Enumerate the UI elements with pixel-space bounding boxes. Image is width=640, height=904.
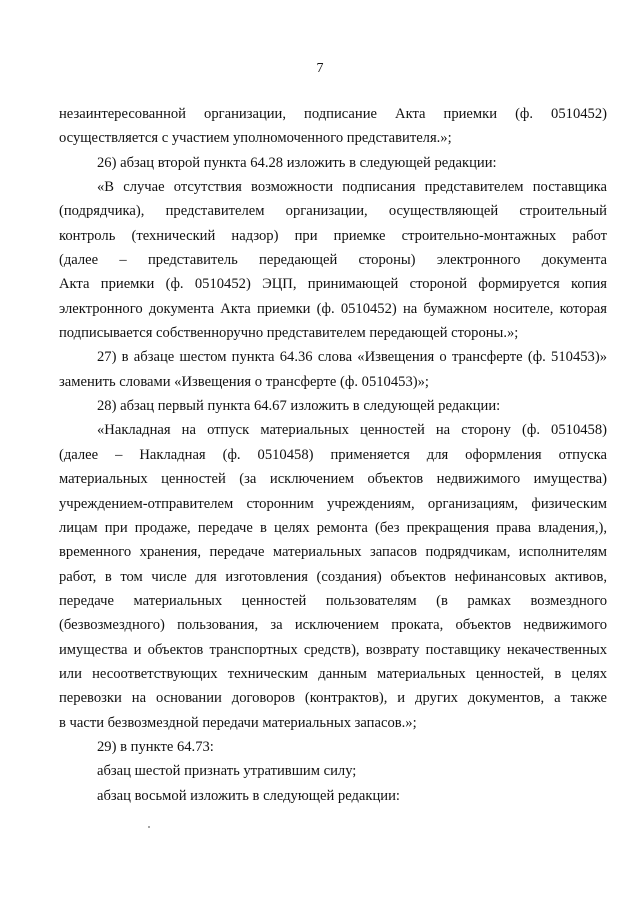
text-line: материальных ценностей (за исключением объектов недвижимого имущества) xyxy=(59,471,607,488)
text-line: работ, в том числе для изготовления (создания) объектов нефинансовых активов, xyxy=(59,568,607,585)
text-line: имущества и объектов транспортных средств), возврату поставщику некачественных xyxy=(59,641,607,658)
text-line: контроль (технический надзор) при приемке строительно-монтажных работ xyxy=(59,227,607,244)
text-line: учреждением-отправителем сторонним учреждениям, организациям, физическим xyxy=(59,495,607,512)
paragraph-p4 xyxy=(59,345,607,394)
paragraph-p1 xyxy=(59,102,607,151)
text-line: передаче материальных ценностей пользователям (в рамках возмездного xyxy=(59,592,607,609)
text-line: в части безвозмездной передачи материальных запасов.»; xyxy=(59,714,417,731)
text-line: осуществляется с участием уполномоченного представителя.»; xyxy=(59,130,452,147)
paragraph-p9 xyxy=(59,784,607,808)
text-line: временного хранения, передаче материальных запасов подрядчикам, исполнителям xyxy=(59,544,607,561)
text-line: незаинтересованной организации, подписание Акта приемки (ф. 0510452) xyxy=(59,106,607,122)
text-line: или несоответствующих техническим данным материальных ценностей, в целях xyxy=(59,665,607,682)
paragraph-p7 xyxy=(59,735,607,759)
text-line: Акта приемки (ф. 0510452) ЭЦП, принимающей стороной формируется копия xyxy=(59,276,607,293)
text-line: (подрядчика), представителем организации, осуществляющей строительный xyxy=(59,203,607,220)
text-line: (далее – Накладная (ф. 0510458) применяется для оформления отпуска xyxy=(59,446,607,463)
text-line: 27) в абзаце шестом пункта 64.36 слова «Извещения о трансферте (ф. 510453)» xyxy=(97,349,607,366)
text-line: электронного документа Акта приемки (ф. 0510452) на бумажном носителе, которая xyxy=(59,300,607,317)
text-line: 29) в пункте 64.73: xyxy=(97,738,214,755)
paragraph-p3 xyxy=(59,175,607,345)
text-line: 26) абзац второй пункта 64.28 изложить в следующей редакции: xyxy=(97,154,497,171)
paragraph-p5 xyxy=(59,394,607,418)
text-line: заменить словами «Извещения о трансферте (ф. 0510453)»; xyxy=(59,373,429,390)
text-line: абзац восьмой изложить в следующей редакции: xyxy=(97,787,400,804)
text-line: «Накладная на отпуск материальных ценностей на сторону (ф. 0510458) xyxy=(97,422,607,439)
paragraph-p6 xyxy=(59,418,607,734)
page-number: 7 xyxy=(316,61,324,76)
text-line: перевозки на основании договоров (контрактов), и других документов, а также xyxy=(59,690,607,707)
document-body xyxy=(59,102,607,808)
text-line: 28) абзац первый пункта 64.67 изложить в следующей редакции: xyxy=(97,398,501,415)
paragraph-p8 xyxy=(59,759,607,783)
text-line: абзац шестой признать утратившим силу; xyxy=(97,763,357,780)
text-line: подписывается собственноручно представителем передающей стороны.»; xyxy=(59,325,519,342)
scan-speck xyxy=(148,826,150,828)
text-line: (далее – представитель передающей стороны) электронного документа xyxy=(59,252,607,269)
text-line: «В случае отсутствия возможности подписания представителем поставщика xyxy=(97,179,607,196)
paragraph-p2 xyxy=(59,151,607,175)
text-line: (безвозмездного) пользования, за исключением проката, объектов недвижимого xyxy=(59,617,607,634)
text-line: лицам при продаже, передаче в целях ремонта (без прекращения права владения,), xyxy=(59,519,607,536)
